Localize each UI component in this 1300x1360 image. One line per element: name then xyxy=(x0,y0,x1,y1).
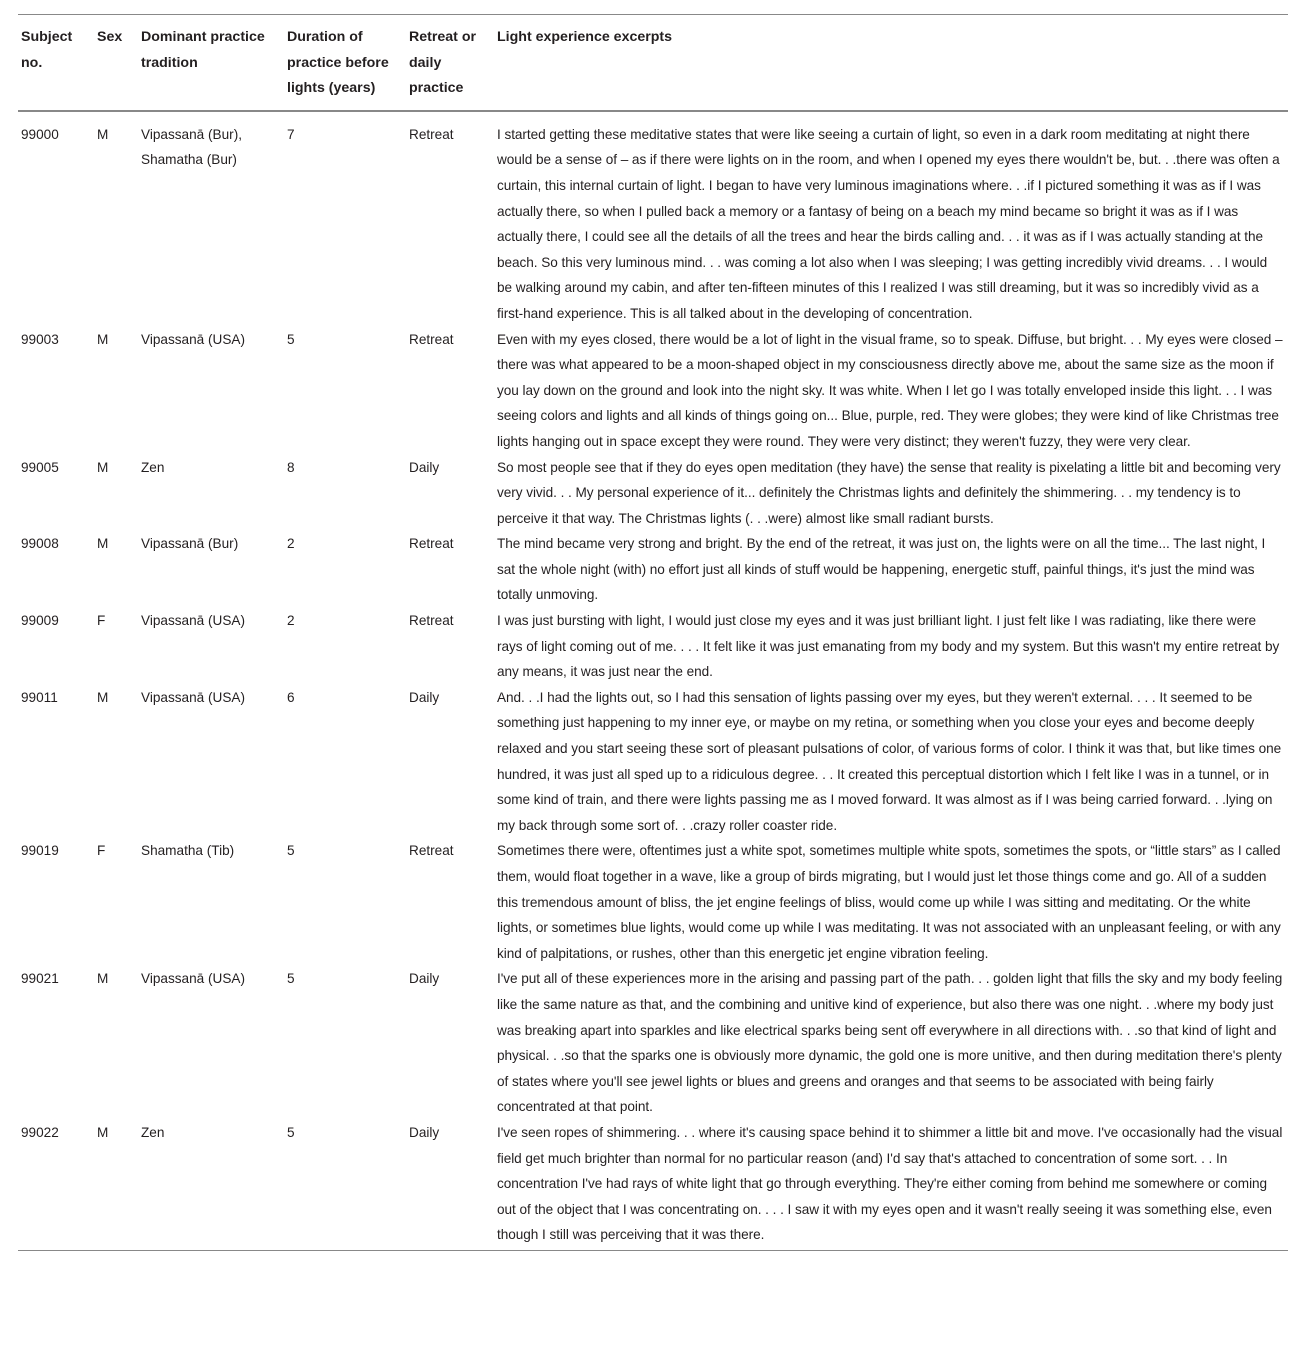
cell-practice-mode: Daily xyxy=(409,689,440,705)
cell-sex: M xyxy=(97,971,109,987)
table-row xyxy=(18,455,1288,532)
table-row xyxy=(18,685,1288,839)
cell-excerpt: Sometimes there were, oftentimes just a white spot, sometimes multiple white spots, sometimes the spots, or “little stars” as I called them, would float together in a wave, like a group of birds migrating, but I would just let those things come and go. All of a sudden this tremendous amount of bliss, the jet engine feelings of bliss, would come up while I was sitting and meditating. Or the white lights, or sometimes blue lights, would come up while I was meditating. It was not associated with an unpleasant feeling, or with any kind of palpitations, or rushes, other than this energetic jet engine vibration feeling. xyxy=(497,843,1281,961)
cell-subject-no: 99009 xyxy=(21,613,59,629)
cell-excerpt: Even with my eyes closed, there would be a lot of light in the visual frame, so to speak. Diffuse, but bright. . . My eyes were closed – there was what appeared to be a moon-shaped object in my consciousness directly above me, about the same size as the moon if you lay down on the ground and look into the night sky. It was white. When I let go I was totally enveloped inside this light. . . I was seeing colors and lights and all kinds of things going on... Blue, purple, red. They were globes; they were kind of like Christmas tree lights hanging out in space except they were round. They were very distinct; they weren't fuzzy, they were very clear. xyxy=(497,331,1283,449)
header-excerpt: Light experience excerpts xyxy=(497,29,673,45)
cell-practice-mode: Daily xyxy=(409,1124,440,1140)
cell-tradition: Vipassanā (USA) xyxy=(141,613,246,629)
header-practice-mode: Retreat or daily practice xyxy=(409,29,477,97)
light-experience-table xyxy=(18,14,1288,1251)
cell-sex: M xyxy=(97,459,109,475)
cell-excerpt: The mind became very strong and bright. By the end of the retreat, it was just on, the lights were on all the time... The last night, I sat the whole night (with) no effort just all kinds of stuff would be happening, energetic stuff, painful things, it's just the mind was totally unmoving. xyxy=(497,536,1266,603)
cell-subject-no: 99005 xyxy=(21,459,59,475)
cell-sex: M xyxy=(97,126,109,142)
header-subject-no: Subject no. xyxy=(21,29,73,71)
cell-excerpt: I've seen ropes of shimmering. . . where it's causing space behind it to shimmer a little bit and move. I've occasionally had the visual field get much brighter than normal for no particular reason (and) I'd say that's attached to concentration of some sort. . . In concentration I've had rays of white light that go through everything. They're either coming from behind me somewhere or coming out of the object that I was concentrating on. . . . I saw it with my eyes open and it wasn't really seeing it was something else, even though I still was perceiving that it was there. xyxy=(497,1124,1283,1243)
header-row xyxy=(18,15,1288,111)
cell-tradition: Vipassanā (USA) xyxy=(141,331,246,347)
cell-sex: M xyxy=(97,689,109,705)
cell-excerpt: I've put all of these experiences more in the arising and passing part of the path. . . golden light that fills the sky and my body feeling like the same nature as that, and the combining and unitive kind of experience, but also there was one night. . .where my body just was breaking apart into sparkles and like electrical sparks being sent off everywhere in all directions with. . .so that kind of light and physical. . .so that the sparks one is obviously more dynamic, the gold one is more unitive, and then during meditation there's plenty of states where you'll see jewel lights or blues and greens and oranges and that seems to be associated with being fairly concentrated at that point. xyxy=(497,971,1283,1115)
header-duration: Duration of practice before lights (years) xyxy=(287,29,389,97)
cell-sex: M xyxy=(97,331,109,347)
cell-subject-no: 99022 xyxy=(21,1124,59,1140)
table-row xyxy=(18,838,1288,966)
cell-practice-mode: Retreat xyxy=(409,536,454,552)
cell-subject-no: 99019 xyxy=(21,843,59,859)
table-row xyxy=(18,608,1288,685)
cell-duration: 2 xyxy=(287,613,295,629)
cell-sex: M xyxy=(97,536,109,552)
cell-duration: 7 xyxy=(287,126,295,142)
cell-subject-no: 99008 xyxy=(21,536,59,552)
cell-excerpt: I was just bursting with light, I would just close my eyes and it was just brilliant light. I just felt like I was radiating, like there were rays of light coming out of me. . . . It felt like it was just emanating from my body and my system. But this wasn't my entire retreat by any means, it was just near the end. xyxy=(497,613,1280,680)
cell-tradition: Zen xyxy=(141,459,165,475)
cell-subject-no: 99003 xyxy=(21,331,59,347)
cell-tradition: Vipassanā (USA) xyxy=(141,689,246,705)
table-body xyxy=(18,111,1288,1251)
cell-tradition: Vipassanā (Bur) xyxy=(141,536,239,552)
cell-tradition: Zen xyxy=(141,1124,165,1140)
table-row xyxy=(18,1120,1288,1250)
cell-duration: 5 xyxy=(287,1124,295,1140)
cell-duration: 5 xyxy=(287,971,295,987)
cell-duration: 8 xyxy=(287,459,295,475)
cell-sex: M xyxy=(97,1124,109,1140)
cell-tradition: Shamatha (Tib) xyxy=(141,843,235,859)
cell-tradition: Vipassanā (USA) xyxy=(141,971,246,987)
cell-duration: 5 xyxy=(287,843,295,859)
table-row xyxy=(18,531,1288,608)
table-header xyxy=(18,15,1288,111)
cell-practice-mode: Retreat xyxy=(409,331,454,347)
cell-excerpt: So most people see that if they do eyes open meditation (they have) the sense that reality is pixelating a little bit and becoming very very vivid. . . My personal experience of it... definitely the Christmas lights and definitely the shimmering. . . my tendency is to perceive it that way. The Christmas lights (. . .were) almost like small radiant bursts. xyxy=(497,459,1281,526)
cell-excerpt: I started getting these meditative states that were like seeing a curtain of light, so even in a dark room meditating at night there would be a sense of – as if there were lights on in the room, and when I opened my eyes there wouldn't be, but. . .there was often a curtain, this internal curtain of light. I began to have very luminous imaginations where. . .if I pictured something it was as if I was actually there, so when I pulled back a memory or a fantasy of being on a beach my mind became so bright it was as if I was actually there, I could see all the details of all the trees and hear the birds calling and. . . it was as if I was actually standing at the beach. So this very luminous mind. . . was coming a lot also when I was sleeping; I was getting incredibly vivid dreams. . . I would be walking around my cabin, and after ten-fifteen minutes of this I realized I was still dreaming, but it was so incredibly vivid as a first-hand experience. This is all talked about in the developing of concentration. xyxy=(497,126,1280,321)
header-sex: Sex xyxy=(97,29,123,45)
cell-duration: 5 xyxy=(287,331,295,347)
cell-subject-no: 99021 xyxy=(21,971,59,987)
table-row xyxy=(18,327,1288,455)
cell-duration: 2 xyxy=(287,536,295,552)
cell-practice-mode: Daily xyxy=(409,459,440,475)
cell-practice-mode: Daily xyxy=(409,971,440,987)
cell-subject-no: 99011 xyxy=(21,689,58,705)
cell-duration: 6 xyxy=(287,689,295,705)
cell-sex: F xyxy=(97,613,106,629)
cell-practice-mode: Retreat xyxy=(409,613,454,629)
cell-tradition: Vipassanā (Bur), Shamatha (Bur) xyxy=(141,126,242,168)
table-row xyxy=(18,111,1288,327)
cell-practice-mode: Retreat xyxy=(409,126,454,142)
cell-sex: F xyxy=(97,843,106,859)
cell-practice-mode: Retreat xyxy=(409,843,454,859)
cell-excerpt: And. . .I had the lights out, so I had this sensation of lights passing over my eyes, but they weren't external. . . . It seemed to be something just happening to my inner eye, or maybe on my retina, or something when you close your eyes and become deeply relaxed and you start seeing these sort of pleasant pulsations of color, of various forms of color. I think it was that, but like times one hundred, it was just all sped up to a ridiculous degree. . . It created this perceptual distortion which I felt like I was in a tunnel, or in some kind of train, and there were lights passing me as I moved forward. It was almost as if I was being carried forward. . .lying on my back through some sort of. . .crazy roller coaster ride. xyxy=(497,689,1282,833)
header-tradition: Dominant practice tradition xyxy=(141,29,265,71)
cell-subject-no: 99000 xyxy=(21,126,59,142)
table-row xyxy=(18,966,1288,1120)
